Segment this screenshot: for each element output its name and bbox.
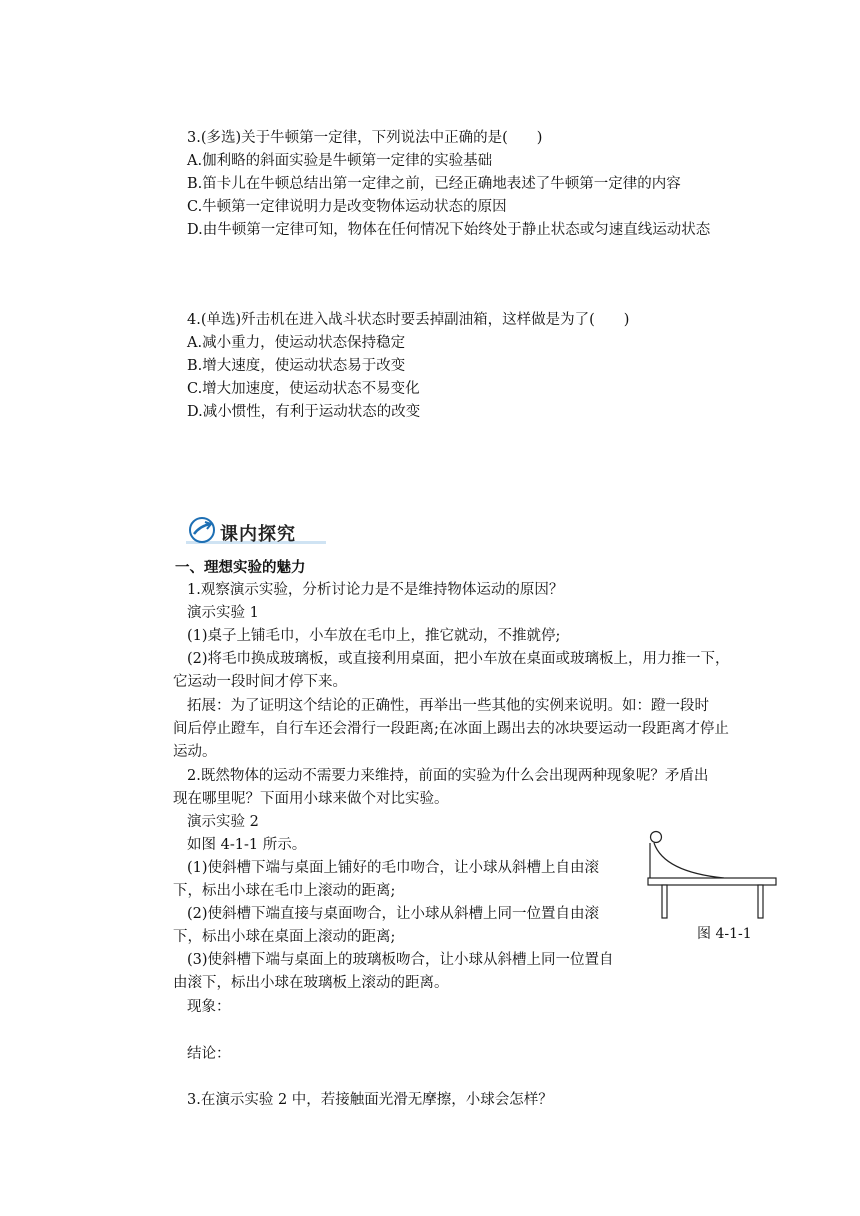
demo-2-step-2a: (2)使斜槽下端直接与桌面吻合，让小球从斜槽上同一位置自由滚 (187, 906, 600, 922)
table-top (648, 878, 776, 885)
demo-2-step-1b: 下，标出小球在毛巾上滚动的距离; (173, 883, 396, 899)
demo-1-step-2a: (2)将毛巾换成玻璃板，或直接利用桌面，把小车放在桌面或玻璃板上，用力推一下， (187, 651, 730, 667)
q3-option-a: A.伽利略的斜面实验是牛顿第一定律的实验基础 (187, 153, 493, 169)
section-heading: 一、理想实验的魅力 (175, 559, 306, 576)
q4-option-b: B.增大速度，使运动状态易于改变 (187, 358, 406, 374)
para-2b: 现在哪里呢？下面用小球来做个对比实验。 (173, 791, 449, 807)
banner-title: 课内探究 (220, 524, 296, 545)
section-banner (186, 516, 336, 546)
demo-1-step-1: (1)桌子上铺毛巾，小车放在毛巾上，推它就动，不推就停; (187, 628, 561, 644)
demo-1-title: 演示实验 1 (187, 605, 259, 621)
conclusion-label: 结论： (187, 1046, 231, 1062)
ramp-diagram (644, 826, 784, 926)
figure-caption: 图 4-1-1 (697, 926, 752, 942)
figure-reference: 如图 4-1-1 所示。 (187, 837, 307, 853)
para-2a: 2.既然物体的运动不需要力来维持，前面的实验为什么会出现两种现象呢？矛盾出 (187, 768, 709, 784)
table-leg-left (662, 885, 667, 918)
q3-option-b: B.笛卡儿在牛顿总结出第一定律之前，已经正确地表述了牛顿第一定律的内容 (187, 176, 681, 192)
extension-b: 间后停止蹬车，自行车还会滑行一段距离;在冰面上踢出去的冰块要运动一段距离才停止 (173, 721, 729, 737)
q4-option-c: C.增大加速度，使运动状态不易变化 (187, 381, 420, 397)
demo-2-title: 演示实验 2 (187, 814, 259, 830)
demo-2-step-3a: (3)使斜槽下端与桌面上的玻璃板吻合，让小球从斜槽上同一位置自 (187, 952, 614, 968)
demo-1-step-2b: 它运动一段时间才停下来。 (173, 674, 347, 690)
q4-option-a: A.减小重力，使运动状态保持稳定 (187, 335, 406, 351)
demo-2-step-3b: 由滚下，标出小球在玻璃板上滚动的距离。 (173, 975, 449, 991)
para-1: 1.观察演示实验，分析讨论力是不是维持物体运动的原因？ (187, 582, 564, 598)
ramp-figure (644, 826, 784, 926)
extension-a: 拓展：为了证明这个结论的正确性，再举出一些其他的实例来说明。如：蹬一段时 (187, 698, 709, 714)
q3-option-c: C.牛顿第一定律说明力是改变物体运动状态的原因 (187, 199, 507, 215)
demo-2-step-2b: 下，标出小球在桌面上滚动的距离; (173, 929, 396, 945)
q4-stem: 4.(单选)歼击机在进入战斗状态时要丢掉副油箱，这样做是为了( ) (187, 312, 630, 328)
phenomenon-label: 现象： (187, 999, 231, 1015)
ball (651, 832, 662, 843)
q3-option-d: D.由牛顿第一定律可知，物体在任何情况下始终处于静止状态或匀速直线运动状态 (187, 222, 711, 238)
demo-2-step-1a: (1)使斜槽下端与桌面上铺好的毛巾吻合，让小球从斜槽上自由滚 (187, 860, 600, 876)
table-leg-right (758, 885, 763, 918)
q3-stem: 3.(多选)关于牛顿第一定律，下列说法中正确的是( ) (187, 130, 543, 146)
q4-option-d: D.减小惯性，有利于运动状态的改变 (187, 404, 421, 420)
para-3: 3.在演示实验 2 中，若接触面光滑无摩擦，小球会怎样？ (187, 1092, 553, 1108)
extension-c: 运动。 (173, 744, 217, 760)
ramp-curve (654, 843, 724, 878)
